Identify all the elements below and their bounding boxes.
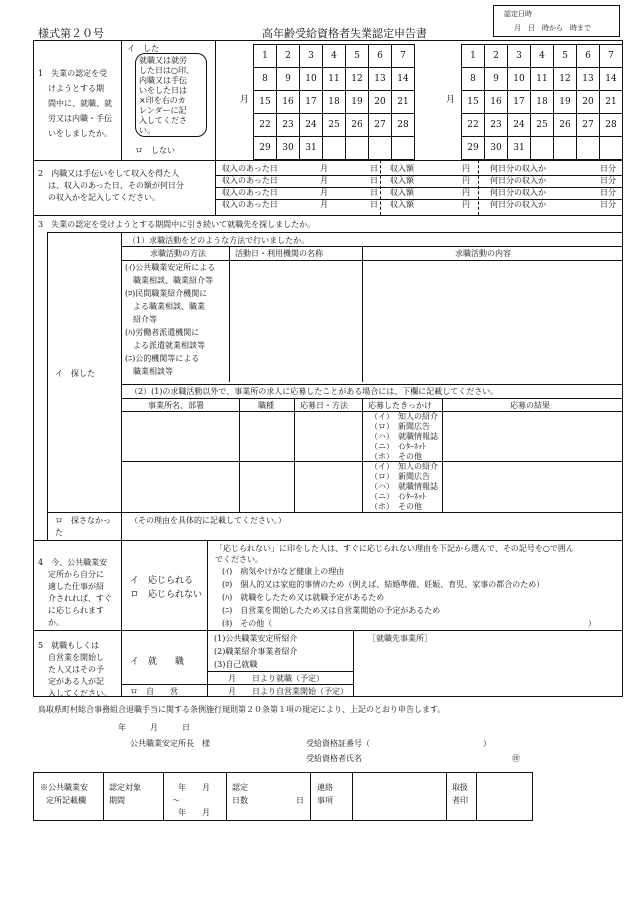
cal-left-day[interactable]: 3	[300, 45, 323, 68]
q3-no-option[interactable]: ロ 探さなかっ	[55, 516, 111, 525]
cal-left-day[interactable]: 8	[254, 68, 277, 91]
cert-number-label[interactable]: 受給資格証番号（	[306, 739, 370, 748]
self-start-date[interactable]: 月 日より自営業開始（予定）	[228, 687, 348, 696]
cal-right-day[interactable]	[531, 137, 554, 160]
method-line[interactable]: 紹介等	[125, 315, 157, 324]
income-day[interactable]: 日	[370, 188, 378, 197]
reason-e-close: ）	[588, 619, 596, 628]
q4-note-1: 「応じられない」に印をした人は、すぐに応じられない理由を下記から選んで、その記号を○で囲ん	[215, 544, 574, 553]
reason-b[interactable]: (ﾛ) 個人的又は家庭的事情のため（例えば、結婚準備、妊娠、育児、家事の都合のため）	[222, 580, 545, 589]
cal-right-day[interactable]	[577, 137, 600, 160]
cal-left-day[interactable]: 14	[392, 68, 415, 91]
q3-yes-option[interactable]: イ 探した	[55, 369, 95, 378]
q2-label-1: 2 内職又は手伝いをして収入を得た人	[38, 169, 180, 178]
cal-left-day[interactable]	[323, 137, 346, 160]
cal-left-day[interactable]: 18	[323, 91, 346, 114]
col-result: 応募の結果	[510, 401, 550, 410]
q1-no-option[interactable]: ロ しない	[135, 146, 175, 155]
office-label-1: ※公共職業安	[40, 783, 88, 792]
trigger-option[interactable]: （ハ） 就職情報誌	[370, 432, 438, 441]
days-label-1: 認定	[232, 783, 248, 792]
q4-note-2: でください。	[215, 555, 263, 564]
income-amount-label: 収入額	[390, 188, 414, 197]
q3-no-reason[interactable]: （その理由を具体的に記載してください。）	[130, 516, 286, 525]
income-day[interactable]: 日	[370, 164, 378, 173]
cert-number-close: ）	[483, 739, 491, 748]
cal-left-day[interactable]: 26	[346, 114, 369, 137]
income-date-label: 収入のあった日	[222, 200, 278, 209]
contact-label-1: 連絡	[317, 783, 333, 792]
income-days-unit[interactable]: 日分	[600, 188, 616, 197]
job-start-date[interactable]: 月 日より就職（予定）	[228, 674, 324, 683]
cal-left-day[interactable]: 21	[392, 91, 415, 114]
cal-right-day[interactable]: 1	[462, 45, 485, 68]
reception-time-box[interactable]	[493, 5, 620, 37]
cal-left-day[interactable]: 7	[392, 45, 415, 68]
q1-label-1: 1 失業の認定を受	[38, 69, 108, 78]
cal-right-day[interactable]: 9	[485, 68, 508, 91]
income-days-unit[interactable]: 日分	[600, 164, 616, 173]
cal-right-day[interactable]: 5	[554, 45, 577, 68]
calendar-left[interactable]	[253, 44, 415, 160]
cal-right-day[interactable]: 15	[462, 91, 485, 114]
q1-inst-line: レンダーに記	[139, 106, 187, 115]
cal-right-day[interactable]: 18	[531, 91, 554, 114]
period-label-2: 期間	[109, 796, 125, 805]
method-line[interactable]: 職業相談等	[125, 367, 173, 376]
days-unit[interactable]: 日	[296, 796, 304, 805]
q1-label-2: けようとする期	[48, 84, 104, 93]
q1-inst-line: 就職又は就労	[139, 56, 187, 65]
q2-label-3: の収入かを記入してください。	[48, 193, 160, 202]
cal-left-day[interactable]	[392, 137, 415, 160]
trigger-option[interactable]: （イ） 知人の紹介	[370, 412, 438, 421]
cal-left-day[interactable]: 13	[369, 68, 392, 91]
col-content: 求職活動の内容	[455, 249, 511, 258]
income-amount-label: 収入額	[390, 176, 414, 185]
q1-inst-line: した日は○印、	[139, 66, 194, 75]
cal-right-day[interactable]: 28	[600, 114, 623, 137]
cal-right-day[interactable]: 7	[600, 45, 623, 68]
q5-label-5: 入してください。	[48, 689, 112, 698]
cal-right-day[interactable]: 8	[462, 68, 485, 91]
q5-self-option[interactable]: ロ 自 営	[130, 687, 178, 696]
cal-left-day[interactable]: 9	[277, 68, 300, 91]
declaration-date[interactable]: 年 月 日	[118, 723, 190, 732]
trigger-option[interactable]: （ハ） 就職情報誌	[370, 482, 438, 491]
income-yen[interactable]: 円	[462, 176, 470, 185]
cal-left-day[interactable]: 31	[300, 137, 323, 160]
income-days-label: 何日分の収入か	[490, 188, 546, 197]
method-line[interactable]: (ﾛ)民間職業紹介機関に	[125, 289, 208, 298]
handler-label-1: 取扱	[452, 783, 468, 792]
calendar-right[interactable]	[461, 44, 623, 160]
q5-label-1: 5 就職もしくは	[38, 641, 100, 650]
income-days-unit[interactable]: 日分	[600, 176, 616, 185]
cal-right-day[interactable]	[554, 137, 577, 160]
office-label-2: 定所記載欄	[46, 796, 86, 805]
q4-label-5: に応じられます	[48, 606, 104, 615]
trigger-option[interactable]: （イ） 知人の紹介	[370, 462, 438, 471]
route-2[interactable]: (2)職業紹介事業者紹介	[214, 647, 298, 656]
q1-inst-line: いをした日は	[139, 86, 187, 95]
income-yen[interactable]: 円	[462, 188, 470, 197]
seal-mark: ㊞	[512, 754, 520, 763]
cal-right-day[interactable]: 11	[531, 68, 554, 91]
cal-right-day[interactable]: 3	[508, 45, 531, 68]
reason-c[interactable]: (ﾊ) 就職をしたため又は就職予定があるため	[222, 593, 385, 602]
days-label-2: 日数	[232, 796, 248, 805]
cal-left-day[interactable]: 11	[323, 68, 346, 91]
cal-right-day[interactable]: 14	[600, 68, 623, 91]
col-job-type: 職種	[258, 401, 274, 410]
cal-left-day[interactable]: 30	[277, 137, 300, 160]
cal-right-day[interactable]: 22	[462, 114, 485, 137]
cal-left-day[interactable]	[369, 137, 392, 160]
income-yen[interactable]: 円	[462, 164, 470, 173]
cal-left-day[interactable]: 4	[323, 45, 346, 68]
q4-label-4: 介されれば、すぐ	[48, 594, 112, 603]
method-line[interactable]: よる派遣就業相談等	[125, 341, 205, 350]
cal-right-day[interactable]: 31	[508, 137, 531, 160]
period-from[interactable]: 年 月	[178, 783, 210, 792]
income-month[interactable]: 月	[320, 176, 328, 185]
income-days-unit[interactable]: 日分	[600, 200, 616, 209]
income-date-label: 収入のあった日	[222, 188, 278, 197]
reception-time-fields: 月 日 時から 時まで	[514, 24, 591, 32]
q4-label-1: 4 今、公共職業安	[38, 558, 108, 567]
handler-label-2: 者印	[452, 796, 468, 805]
cal-right-day[interactable]: 4	[531, 45, 554, 68]
cal-left-day[interactable]: 2	[277, 45, 300, 68]
trigger-option[interactable]: （ホ） その他	[370, 452, 422, 461]
cal-right-day[interactable]: 21	[600, 91, 623, 114]
q1-inst-line: ×印を右のカ	[139, 96, 186, 105]
calendar-right-month[interactable]: 月	[446, 95, 456, 105]
cal-right-day[interactable]: 13	[577, 68, 600, 91]
q4-option-no[interactable]: ロ 応じられない	[130, 590, 203, 600]
cal-right-day[interactable]: 27	[577, 114, 600, 137]
cal-left-day[interactable]: 19	[346, 91, 369, 114]
period-label-1: 認定対象	[109, 783, 141, 792]
method-line[interactable]: (ﾊ)労働者派遣機関に	[125, 328, 200, 337]
cal-right-day[interactable]: 20	[577, 91, 600, 114]
applicant-name-label[interactable]: 受給資格者氏名	[306, 754, 362, 763]
contact-label-2: 事項	[317, 796, 333, 805]
income-month[interactable]: 月	[320, 200, 328, 209]
trigger-option[interactable]: （ロ） 新聞広告	[370, 472, 430, 481]
cal-right-day[interactable]: 24	[508, 114, 531, 137]
income-day[interactable]: 日	[370, 176, 378, 185]
method-line[interactable]: 職業相談、職業紹介等	[125, 276, 213, 285]
reason-d[interactable]: (ﾆ) 自営業を開始したため又は自営業開始の予定があるため	[222, 606, 441, 615]
cal-left-day[interactable]: 22	[254, 114, 277, 137]
income-month[interactable]: 月	[320, 164, 328, 173]
cal-left-day[interactable]: 27	[369, 114, 392, 137]
cal-left-day[interactable]: 16	[277, 91, 300, 114]
employer-field[interactable]: ［就職先事業所］	[368, 634, 432, 643]
q1-label-3: 間中に、就職、就	[48, 99, 112, 108]
period-tilde: ～	[172, 796, 180, 805]
cal-left-day[interactable]: 23	[277, 114, 300, 137]
q4-label-3: 適した仕事が紹	[48, 582, 104, 591]
period-to[interactable]: 年 月	[178, 808, 210, 817]
page-title: 高年齢受給資格者失業認定申告書	[262, 27, 427, 40]
q4-label-2: 定所から自分に	[48, 570, 104, 579]
income-date-label: 収入のあった日	[222, 176, 278, 185]
cal-right-day[interactable]: 29	[462, 137, 485, 160]
q5-label-3: た人又はその予	[48, 665, 104, 674]
income-days-label: 何日分の収入か	[490, 176, 546, 185]
cal-right-day[interactable]: 12	[554, 68, 577, 91]
cal-left-day[interactable]: 5	[346, 45, 369, 68]
q5-job-option[interactable]: イ 就 職	[130, 657, 185, 667]
cal-left-day[interactable]: 25	[323, 114, 346, 137]
method-line[interactable]: (ｲ)公共職業安定所による	[125, 263, 216, 272]
cal-right-day[interactable]: 30	[485, 137, 508, 160]
reason-a[interactable]: (ｲ) 病気やけがなど健康上の理由	[222, 567, 345, 576]
cal-right-day[interactable]: 26	[554, 114, 577, 137]
q3-label: 3 失業の認定を受けようとする期間中に引き続いて就職先を探しましたか。	[38, 220, 316, 229]
income-day[interactable]: 日	[370, 200, 378, 209]
cal-left-day[interactable]: 24	[300, 114, 323, 137]
income-yen[interactable]: 円	[462, 200, 470, 209]
trigger-option[interactable]: （ホ） その他	[370, 502, 422, 511]
cal-left-day[interactable]: 12	[346, 68, 369, 91]
cal-left-day[interactable]: 20	[369, 91, 392, 114]
income-amount-label: 収入額	[390, 200, 414, 209]
route-1[interactable]: (1)公共職業安定所紹介	[214, 634, 298, 643]
q4-option-yes[interactable]: イ 応じられる	[130, 576, 194, 586]
income-date-label: 収入のあった日	[222, 164, 278, 173]
cal-right-day[interactable]: 2	[485, 45, 508, 68]
cal-left-day[interactable]: 6	[369, 45, 392, 68]
cal-right-day[interactable]: 23	[485, 114, 508, 137]
q1-yes-option[interactable]: イ した	[127, 44, 159, 53]
q1-yes-instructions	[135, 53, 207, 137]
cal-right-day[interactable]: 19	[554, 91, 577, 114]
cal-right-day[interactable]: 10	[508, 68, 531, 91]
reason-e[interactable]: (ﾎ) その他（	[222, 619, 273, 628]
q1-inst-line: 入してくださ	[139, 116, 187, 125]
addressee[interactable]: 公共職業安定所長 様	[130, 739, 210, 748]
cal-left-day[interactable]: 10	[300, 68, 323, 91]
col-apply-date: 応募日・方法	[300, 401, 348, 410]
q5-label-2: 自営業を開始し	[48, 653, 104, 662]
route-3[interactable]: (3)自己就職	[214, 660, 258, 669]
cal-left-day[interactable]: 28	[392, 114, 415, 137]
col-trigger: 応募したきっかけ	[368, 401, 432, 410]
q3-sub1: （1）求職活動をどのような方法で行いましたか。	[128, 236, 310, 245]
income-amount-label: 収入額	[390, 164, 414, 173]
cal-left-day[interactable]	[346, 137, 369, 160]
q1-inst-line: い。	[139, 126, 155, 135]
q2-label-2: は、収入のあった日、その額が何日分	[48, 181, 184, 190]
cal-left-day[interactable]: 17	[300, 91, 323, 114]
cal-right-day[interactable]: 17	[508, 91, 531, 114]
form-number: 様式第２０号	[38, 27, 104, 40]
q1-label-4: 労又は内職・手伝	[48, 114, 112, 123]
cal-right-day[interactable]: 16	[485, 91, 508, 114]
cal-left-day[interactable]: 29	[254, 137, 277, 160]
q3-no-option-2: た	[55, 528, 63, 537]
trigger-option[interactable]: （ニ） ｲﾝﾀｰﾈｯﾄ	[370, 442, 426, 451]
q1-label-5: いをしましたか。	[48, 129, 112, 138]
col-date: 活動日・利用機関の名称	[235, 249, 323, 258]
col-method: 求職活動の方法	[150, 249, 206, 258]
method-line[interactable]: (ﾆ)公的機関等による	[125, 354, 200, 363]
method-line[interactable]: よる職業相談、職業	[125, 302, 205, 311]
income-days-label: 何日分の収入か	[490, 200, 546, 209]
q5-label-4: 定がある人が記	[48, 677, 104, 686]
cal-left-day[interactable]: 1	[254, 45, 277, 68]
cal-right-day[interactable]: 6	[577, 45, 600, 68]
declaration-text: 鳥取県町村総合事務組合退職手当に関する条例施行規則第２０条第１項の規定により、上記のとおり申告します。	[38, 705, 446, 714]
col-employer: 事業所名、部署	[148, 401, 204, 410]
q4-label-6: か。	[48, 618, 64, 627]
cal-right-day[interactable]: 25	[531, 114, 554, 137]
q1-inst-line: 内職又は手伝	[139, 76, 187, 85]
income-month[interactable]: 月	[320, 188, 328, 197]
cal-left-day[interactable]: 15	[254, 91, 277, 114]
income-days-label: 何日分の収入か	[490, 164, 546, 173]
q3-sub2: （2）(1)の求職活動以外で、事業所の求人に応募したことがある場合には、下欄に記載してください。	[130, 387, 499, 396]
reception-time-label: 認定日時	[504, 10, 532, 18]
trigger-option[interactable]: （ロ） 新聞広告	[370, 422, 430, 431]
cal-right-day[interactable]	[600, 137, 623, 160]
trigger-option[interactable]: （ニ） ｲﾝﾀｰﾈｯﾄ	[370, 492, 426, 501]
calendar-left-month[interactable]: 月	[240, 95, 250, 105]
